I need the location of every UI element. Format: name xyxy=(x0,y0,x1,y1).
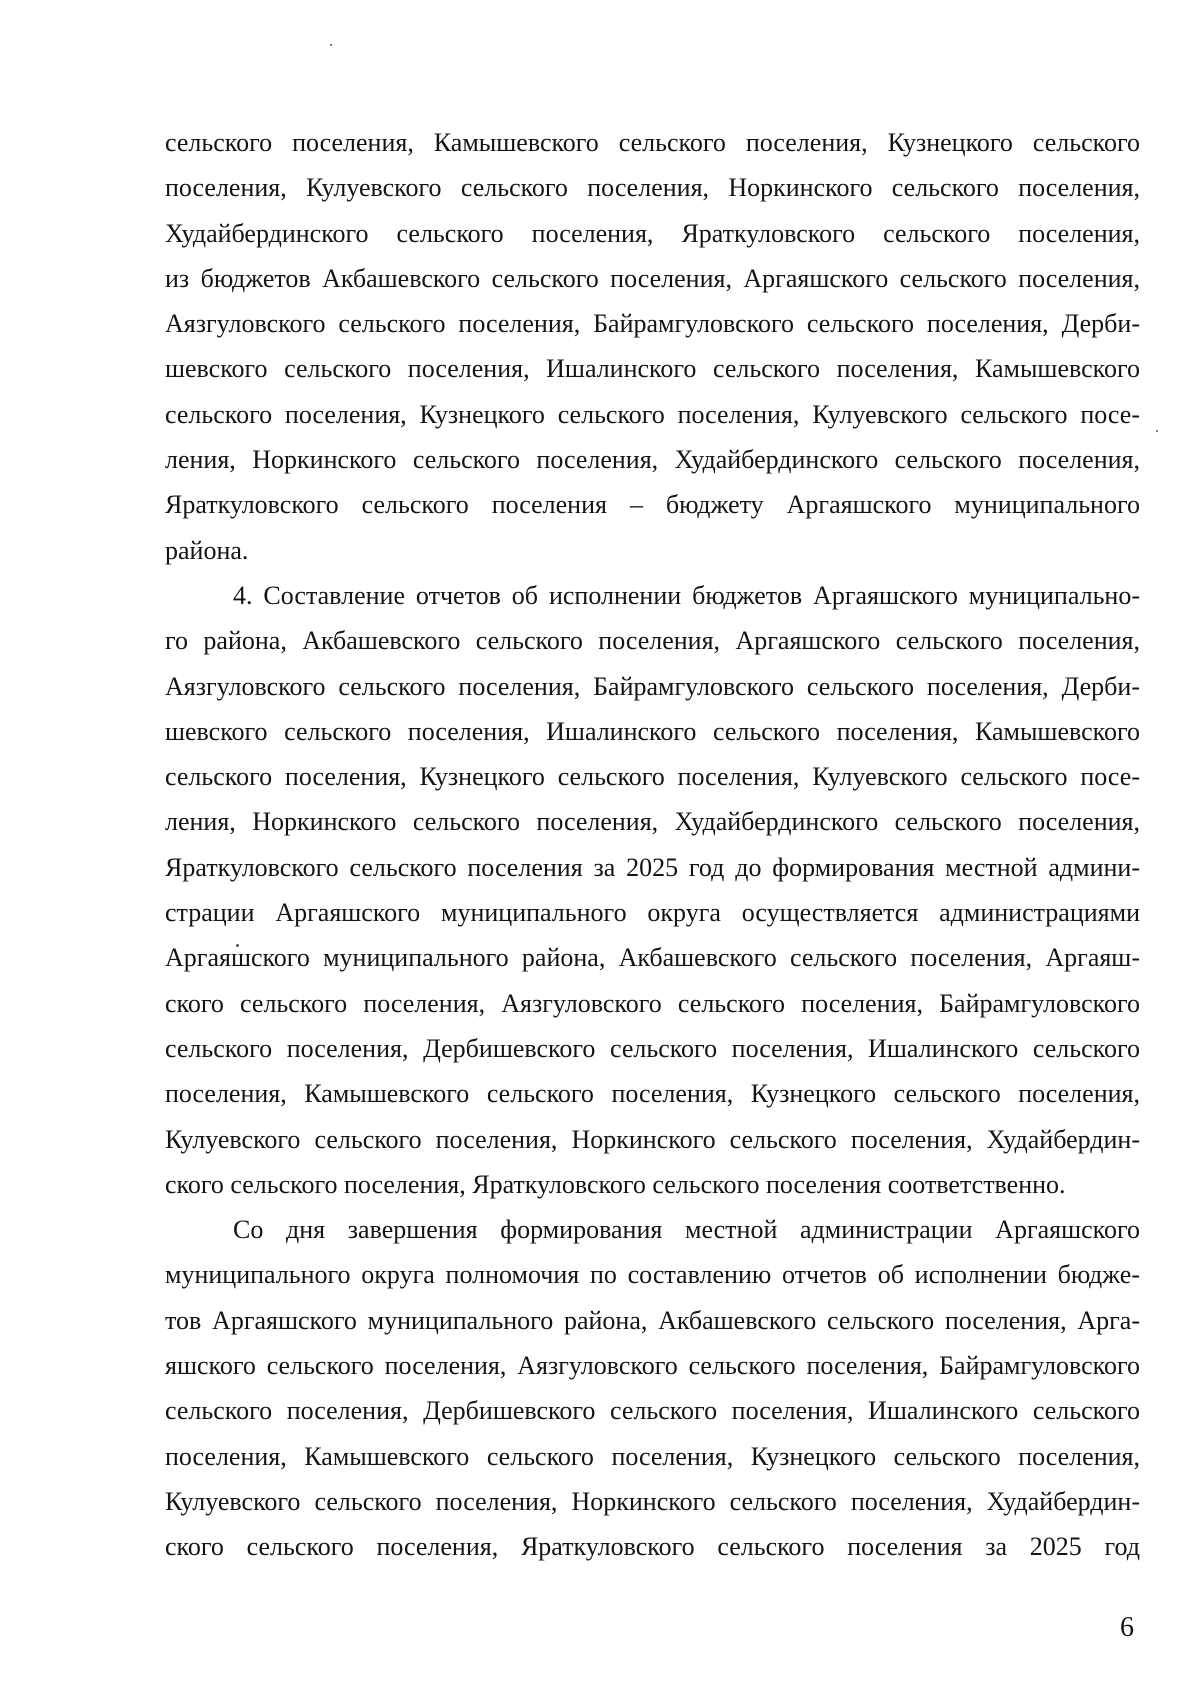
text-line: сельского поселения, Дербишевского сельского поселения, Ишалинского сельского xyxy=(165,1033,1140,1063)
text-line: поселения, Кулуевского сельского поселения, Норкинского сельского поселения, xyxy=(165,173,1140,203)
text-line: муниципального округа полномочия по составлению отчетов об исполнении бюдже- xyxy=(165,1260,1140,1290)
text-line: ского сельского поселения, Аязгуловского сельского поселения, Байрамгуловского xyxy=(165,988,1140,1018)
text-line: Со дня завершения формирования местной администрации Аргаяшского xyxy=(233,1215,1140,1245)
text-line: сельского поселения, Кузнецкого сельского поселения, Кулуевского сельского посе- xyxy=(165,399,1140,429)
text-line: Худайбердинского сельского поселения, Яраткуловского сельского поселения, xyxy=(165,218,1140,248)
text-line: Яраткуловского сельского поселения – бюджету Аргаяшского муниципального xyxy=(165,490,1140,520)
text-line: тов Аргаяшского муниципального района, Акбашевского сельского поселения, Арга- xyxy=(165,1305,1140,1335)
text-line: района. xyxy=(165,535,249,565)
text-line: шевского сельского поселения, Ишалинского сельского поселения, Камышевского xyxy=(165,716,1140,746)
text-line: сельского поселения, Дербишевского сельского поселения, Ишалинского сельского xyxy=(165,1396,1140,1426)
text-line: Аязгуловского сельского поселения, Байрамгуловского сельского поселения, Дерби- xyxy=(165,309,1140,339)
text-line: Кулуевского сельского поселения, Норкинского сельского поселения, Худайбердин- xyxy=(165,1486,1140,1516)
text-line: поселения, Камышевского сельского поселения, Кузнецкого сельского поселения, xyxy=(165,1079,1140,1109)
text-line: Аязгуловского сельского поселения, Байрамгуловского сельского поселения, Дерби- xyxy=(165,671,1140,701)
text-line: ского сельского поселения, Яраткуловского сельского поселения за 2025 год xyxy=(165,1532,1140,1562)
scan-speck xyxy=(330,44,332,46)
text-line: ления, Норкинского сельского поселения, Худайбердинского сельского поселения, xyxy=(165,445,1140,475)
text-line: шевского сельского поселения, Ишалинского сельского поселения, Камышевского xyxy=(165,354,1140,384)
text-line: сельского поселения, Кузнецкого сельского поселения, Кулуевского сельского посе- xyxy=(165,762,1140,792)
document-body xyxy=(165,120,1140,1570)
text-line: сельского поселения, Камышевского сельского поселения, Кузнецкого сельского xyxy=(165,128,1140,157)
text-line: страции Аргаяшского муниципального округа осуществляется администрациями xyxy=(165,898,1140,928)
text-line: ления, Норкинского сельского поселения, Худайбердинского сельского поселения, xyxy=(165,807,1140,837)
text-line: поселения, Камышевского сельского поселения, Кузнецкого сельского поселения, xyxy=(165,1441,1140,1471)
text-line: яшского сельского поселения, Аязгуловского сельского поселения, Байрамгуловского xyxy=(165,1351,1140,1381)
text-line: ского сельского поселения, Яраткуловского сельского поселения соответственно. xyxy=(165,1169,1066,1199)
text-line: Кулуевского сельского поселения, Норкинского сельского поселения, Худайбердин- xyxy=(165,1124,1140,1154)
text-line: Яраткуловского сельского поселения за 2025 год до формирования местной админи- xyxy=(165,852,1140,882)
paragraph xyxy=(165,120,1140,573)
text-line: го района, Акбашевского сельского поселения, Аргаяшского сельского поселения, xyxy=(165,626,1140,656)
paragraph xyxy=(165,1207,1140,1569)
page-number: 6 xyxy=(1120,1612,1134,1643)
scan-speck xyxy=(1156,430,1158,432)
text-line: из бюджетов Акбашевского сельского поселения, Аргаяшского сельского поселения, xyxy=(165,263,1140,293)
paragraph xyxy=(165,573,1140,1207)
text-line: Аргаяшского муниципального района, Акбашевского сельского поселения, Аргаяш- xyxy=(165,943,1140,973)
text-line: 4. Составление отчетов об исполнении бюджетов Аргаяшского муниципально- xyxy=(233,580,1140,610)
